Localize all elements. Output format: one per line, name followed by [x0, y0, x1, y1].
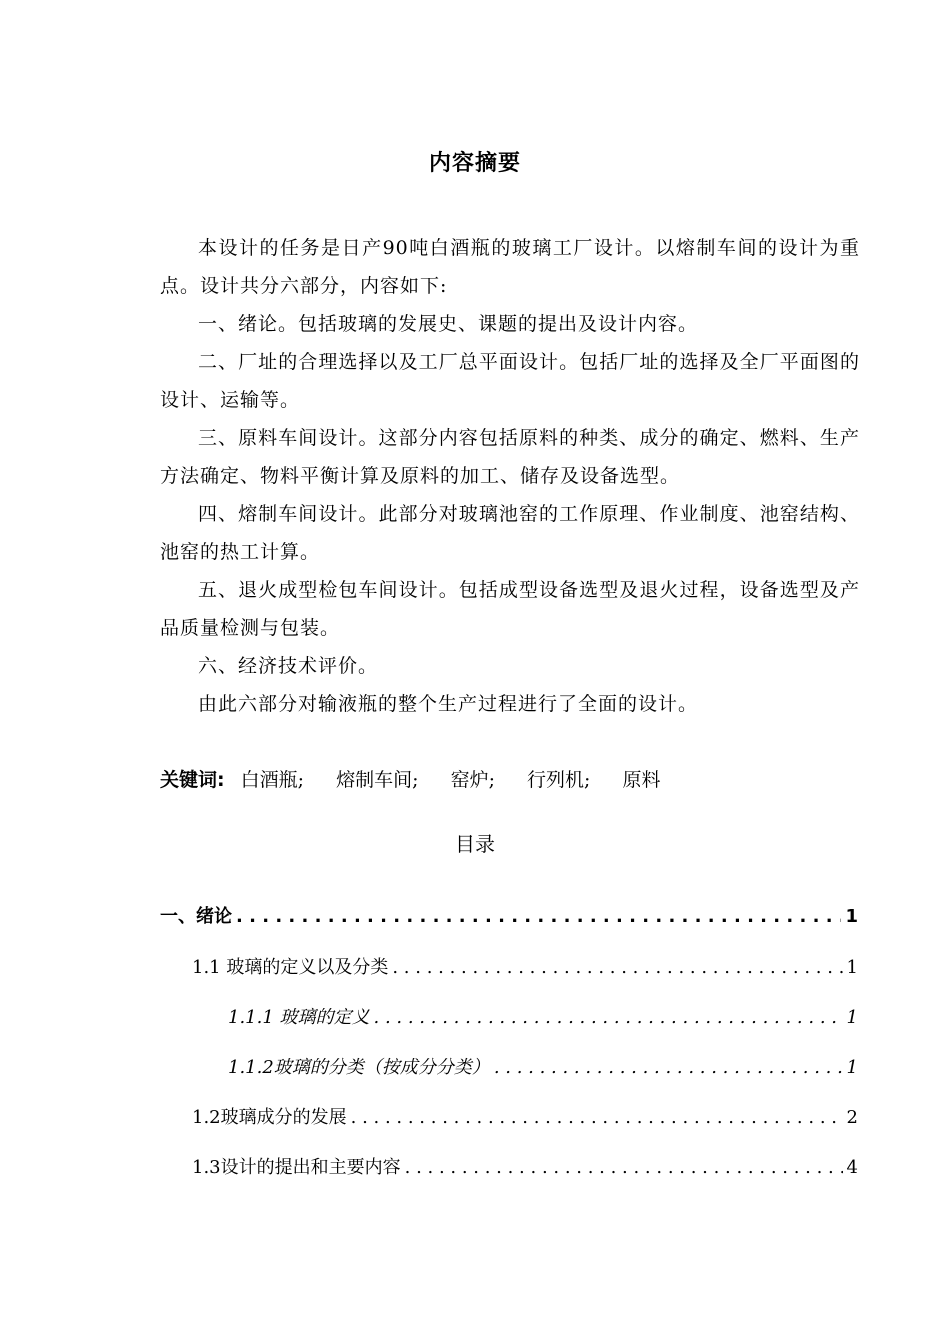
toc-entry-1-2[interactable]: [192, 1104, 858, 1132]
toc-entry-label: 1.3设计的提出和主要内容: [192, 1157, 401, 1178]
toc-entry-label: 1.1 玻璃的定义以及分类: [192, 957, 389, 978]
toc-entry-label: 1.2玻璃成分的发展: [192, 1107, 347, 1128]
toc-entry-chapter-1[interactable]: [160, 903, 858, 931]
toc-page-number: 1: [846, 1057, 858, 1078]
toc-leader-dots: [392, 954, 842, 982]
toc-title: 目录: [455, 832, 495, 856]
toc-leader-dots: [374, 1004, 843, 1032]
abstract-paragraph: 四、熔制车间设计。此部分对玻璃池窑的工作原理、作业制度、池窑结构、池窑的热工计算。: [160, 503, 860, 563]
toc-entry-label: 一、绪论: [160, 906, 232, 927]
abstract-paragraph: 二、厂址的合理选择以及工厂总平面设计。包括厂址的选择及全厂平面图的设计、运输等。: [160, 351, 860, 411]
toc-entry-label: 1.1.2玻璃的分类（按成分分类）: [228, 1057, 490, 1078]
abstract-paragraph: 五、退火成型检包车间设计。包括成型设备选型及退火过程，设备选型及产品质量检测与包装。: [160, 579, 860, 639]
page-title: 内容摘要: [428, 151, 521, 176]
abstract-paragraph: 由此六部分对输液瓶的整个生产过程进行了全面的设计。: [198, 693, 699, 715]
keyword-item: 原料: [622, 769, 661, 791]
toc-leader-dots: [405, 1154, 843, 1182]
abstract-paragraph: 本设计的任务是日产90吨白酒瓶的玻璃工厂设计。以熔制车间的设计为重点。设计共分六部分，内容如下:: [160, 237, 860, 297]
keyword-item: 白酒瓶;: [240, 769, 305, 791]
keywords-label: 关键词:: [160, 769, 225, 791]
toc-entry-1-1[interactable]: [192, 954, 858, 982]
toc-page-number: 1: [846, 957, 858, 978]
toc-leader-dots: [351, 1104, 843, 1132]
keyword-item: 行列机;: [527, 769, 591, 791]
keywords-line: [160, 765, 860, 795]
toc-page-number: 1: [846, 1007, 858, 1028]
toc-page-number: 2: [846, 1107, 858, 1128]
keyword-item: 窑炉;: [450, 769, 495, 791]
abstract-paragraph: 三、原料车间设计。这部分内容包括原料的种类、成分的确定、燃料、生产方法确定、物料平衡计算及原料的加工、储存及设备选型。: [160, 427, 860, 487]
abstract-paragraph: 一、绪论。包括玻璃的发展史、课题的提出及设计内容。: [198, 313, 699, 335]
toc-leader-dots: [236, 903, 841, 931]
toc-page-number: 4: [846, 1157, 858, 1178]
toc-page-number: 1: [845, 906, 858, 927]
abstract-paragraph: 六、经济技术评价。: [198, 655, 379, 677]
toc-entry-1-1-2[interactable]: [228, 1054, 858, 1082]
toc-entry-label: 1.1.1 玻璃的定义: [228, 1007, 370, 1028]
abstract-body: [160, 229, 860, 723]
toc-entry-1-1-1[interactable]: [228, 1004, 858, 1032]
keyword-item: 熔制车间;: [336, 769, 419, 791]
toc-entry-1-3[interactable]: [192, 1154, 858, 1182]
toc-leader-dots: [494, 1054, 843, 1082]
